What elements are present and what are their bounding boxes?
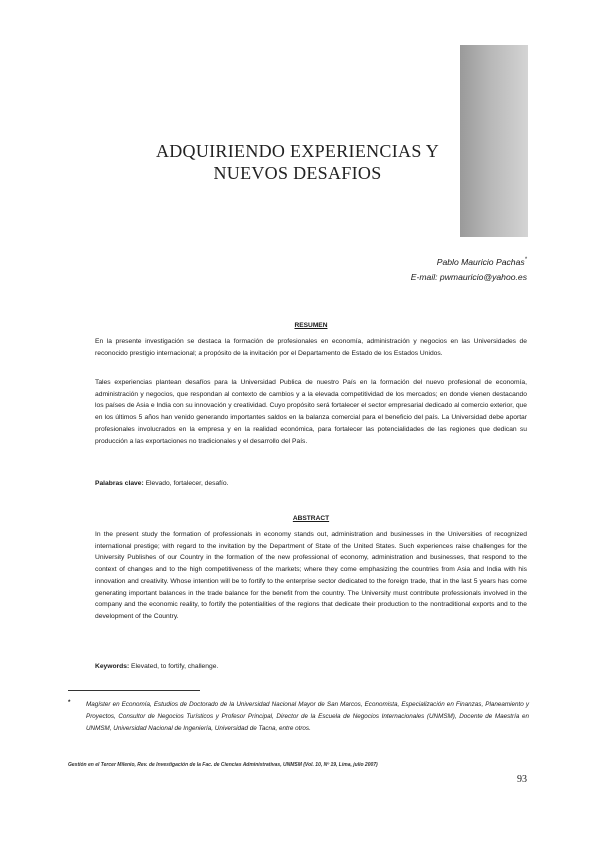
article-title-line-1: ADQUIRIENDO EXPERIENCIAS Y [155, 141, 440, 161]
resumen-paragraph-2: Tales experiencias plantean desafíos para la Universidad Publica de nuestro País en la formación del nuevo profesional de economía, administración y negocios, que respondan al contexto de cambios y a la elevada competitividad de los mercados; en donde vienen destacando los países de Asia e India con su innovación y creatividad. Cuyo propósito será fortalecer el sector empresarial dedicado al comercio exterior, que en los últimos 5 años han venido generando importantes saldos en la balanza comercial para el beneficio del país. La Universidad debe aportar profesionales involucrados en la empresa y en la realidad económica, para fortalecer las potencialidades de las regiones que dedican su producción a las exportaciones no tradicionales y el desarrollo del País. [95, 379, 527, 445]
abstract-heading: ABSTRACT [292, 515, 330, 522]
author-name-line [411, 253, 527, 270]
article-title-line-2: NUEVOS DESAFIOS [213, 163, 382, 183]
abstract-keywords-value: Elevated, to fortify, challenge. [129, 663, 219, 670]
resumen-heading: RESUMEN [294, 322, 328, 329]
resumen-keywords-label: Palabras clave: [95, 480, 144, 487]
resumen-paragraph-1: En la presente investigación se destaca la formación de profesionales en economía, administración y negocios en las Universidades de reconocido prestigio internacional; a propósito de la invitación por el Departamento de Estado de los Estados Unidos. [95, 338, 527, 357]
resumen-keywords [95, 478, 527, 490]
abstract-keywords [95, 661, 527, 673]
footnote-text: Magíster en Economía, Estudios de Doctorado de la Universidad Nacional Mayor de San Marcos, Economista, Especialización en Finanzas, Planeamiento y Proyectos, Consultor de Negocios Turísticos y Profesor Principal, Director de la Escuela de Negocios Internacionales (UNMSM), Docente de Maestría en UNMSM, Universidad Nacional de Ingeniería, Universidad de Tacna, entre otros. [86, 701, 529, 732]
footnote-marker: * [68, 699, 71, 706]
author-name: Pablo Mauricio Pachas [436, 256, 525, 267]
author-email[interactable]: E-mail: pwmauricio@yahoo.es [410, 271, 527, 282]
page-number: 93 [517, 774, 527, 785]
journal-reference: Gestión en el Tercer Milenio, Rev. de Investigación de la Fac. de Ciencias Administrativas, UNMSM (Vol. 10, Nº 19, Lima, julio 2007) [68, 762, 378, 768]
resumen-keywords-value: Elevado, fortalecer, desafío. [143, 480, 229, 487]
abstract-paragraph: In the present study the formation of professionals in economy stands out, administration and businesses in the Universities of recognized international prestige; with regard to the invitation by the Department of State of the United States. Such experiences raise challenges for the University Publishes of our Country in the formation of the new professional of economy, administration and businesses, that respond to the context of changes and to the high competitiveness of the markets; where they come emphasizing the countries from Asia and India with his innovation and creativity. Whose intention will be to fortify to the enterprise sector dedicated to the foreign trade, that in the last 5 years has come generating important balances in the trade balance for the benefit from the country. The University must contribute professionals involved in the company and the economic reality, to fortify the potentialities of the regions that dedicate their production to the nontraditional exports and to the development of the Country. [95, 531, 527, 620]
author-footnote-marker: * [524, 257, 527, 263]
author-block [411, 253, 527, 285]
footnote-separator [68, 690, 200, 691]
abstract-keywords-label: Keywords: [95, 663, 130, 670]
